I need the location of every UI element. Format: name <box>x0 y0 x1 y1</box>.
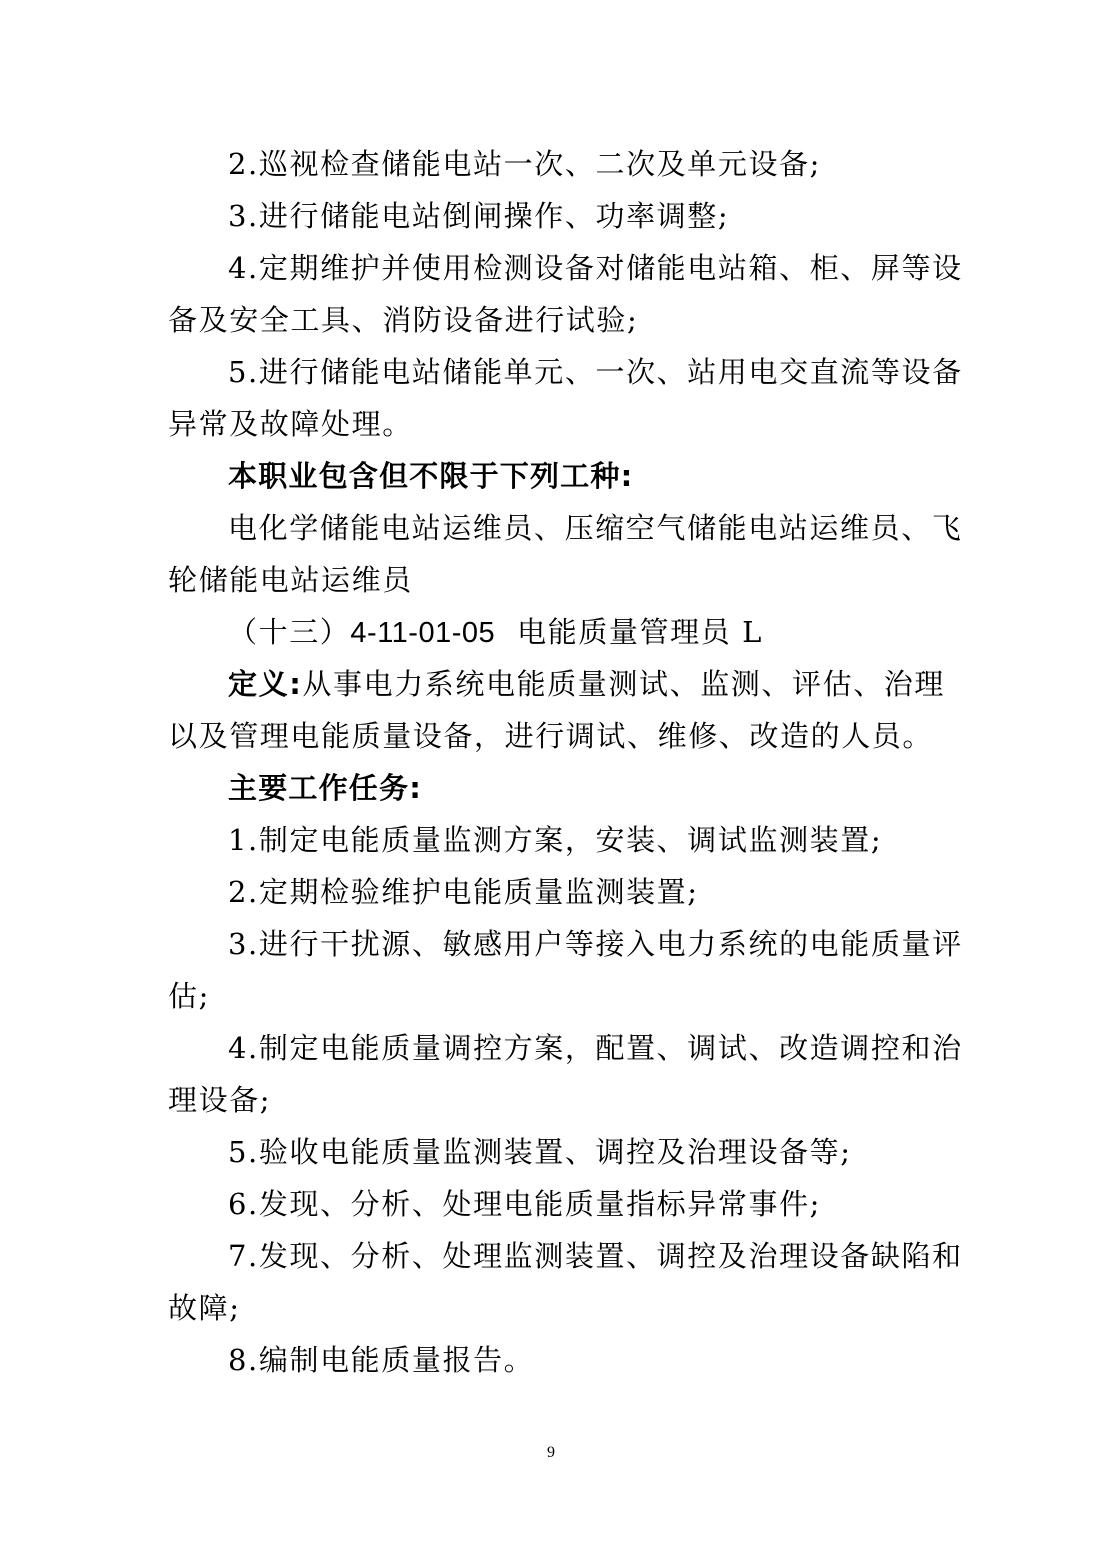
task-item-continuation: 理设备; <box>168 1083 272 1117</box>
section-heading: 本职业包含但不限于下列工种: <box>228 459 634 493</box>
definition-text: 从事电力系统电能质量测试、监测、评估、治理 <box>302 667 946 701</box>
occupation-title: 电能质量管理员 L <box>517 615 764 649</box>
task-item: 1.制定电能质量监测方案，安装、调试监测装置; <box>228 823 883 857</box>
definition-label: 定义: <box>228 667 303 701</box>
task-item: 8.编制电能质量报告。 <box>228 1343 535 1377</box>
task-item: 2.巡视检查储能电站一次、二次及单元设备; <box>228 147 822 181</box>
task-item: 5.进行储能电站储能单元、一次、站用电交直流等设备 <box>228 355 963 389</box>
task-item-continuation: 异常及故障处理。 <box>168 407 413 441</box>
task-item: 4.制定电能质量调控方案，配置、调试、改造调控和治 <box>228 1031 963 1065</box>
page-number: 9 <box>547 1444 555 1461</box>
occupation-heading <box>228 612 938 652</box>
section-heading: 主要工作任务: <box>228 771 422 805</box>
task-item: 6.发现、分析、处理电能质量指标异常事件; <box>228 1187 822 1221</box>
occupation-prefix: （十三） <box>228 615 351 649</box>
task-item: 2.定期检验维护电能质量监测装置; <box>228 875 699 909</box>
task-item: 3.进行干扰源、敏感用户等接入电力系统的电能质量评 <box>228 927 963 961</box>
task-item: 3.进行储能电站倒闸操作、功率调整; <box>228 199 730 233</box>
task-item: 7.发现、分析、处理监测装置、调控及治理设备缺陷和 <box>228 1239 963 1273</box>
job-types-text: 电化学储能电站运维员、压缩空气储能电站运维员、飞 <box>228 511 963 545</box>
task-item: 5.验收电能质量监测装置、调控及治理设备等; <box>228 1135 852 1169</box>
occupation-code: 4-11-01-05 <box>350 617 496 649</box>
task-item: 4.定期维护并使用检测设备对储能电站箱、柜、屏等设 <box>228 251 963 285</box>
definition-continuation: 以及管理电能质量设备，进行调试、维修、改造的人员。 <box>168 719 934 753</box>
job-types-continuation: 轮储能电站运维员 <box>168 563 413 597</box>
definition-line <box>228 664 946 704</box>
task-item-continuation: 估; <box>168 979 210 1013</box>
task-item-continuation: 故障; <box>168 1291 241 1325</box>
task-item-continuation: 备及安全工具、消防设备进行试验; <box>168 303 639 337</box>
